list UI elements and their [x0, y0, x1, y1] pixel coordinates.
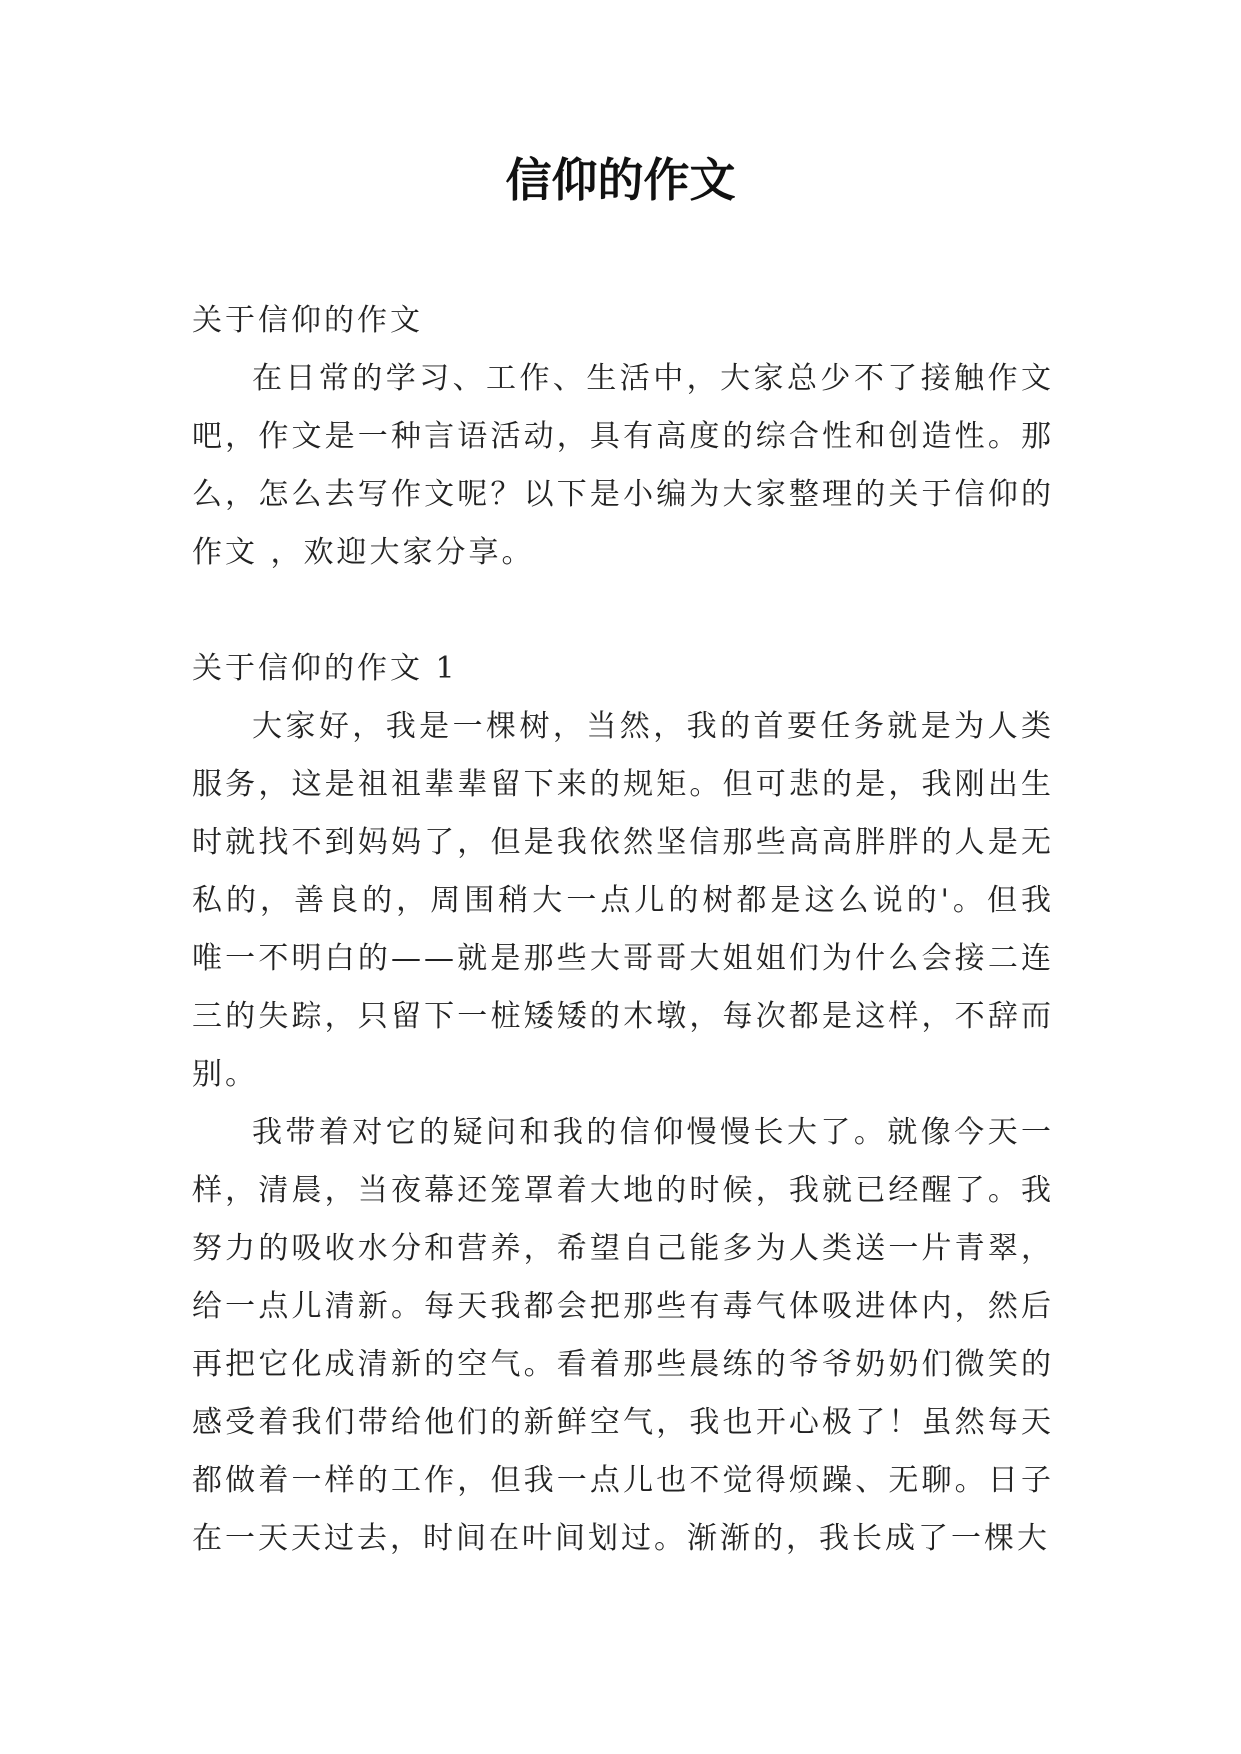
section-gap: [192, 582, 1054, 640]
document-title: 信仰的作文: [505, 153, 736, 207]
document-body: [192, 292, 1054, 1568]
intro-heading: 关于信仰的作文: [192, 303, 423, 338]
section1-paragraph-1: 大家好，我是一棵树，当然，我的首要任务就是为人类服务，这是祖祖辈辈留下来的规矩。但可悲的是，我刚出生时就找不到妈妈了，但是我依然坚信那些高高胖胖的人是无私的，善良的，周围稍大一点儿的树都是这么说的'。但我唯一不明白的——就是那些大哥哥大姐姐们为什么会接二连三的失踪，只留下一桩矮矮的木墩，每次都是这样，不辞而别。: [192, 709, 1054, 1092]
section1-heading: 关于信仰的作文 1: [192, 651, 458, 686]
section1-paragraph-2: 我带着对它的疑问和我的信仰慢慢长大了。就像今天一样，清晨，当夜幕还笼罩着大地的时候，我就已经醒了。我努力的吸收水分和营养，希望自己能多为人类送一片青翠，给一点儿清新。每天我都会把那些有毒气体吸进体内，然后再把它化成清新的空气。看着那些晨练的爷爷奶奶们微笑的感受着我们带给他们的新鲜空气，我也开心极了！虽然每天都做着一样的工作，但我一点儿也不觉得烦躁、无聊。日子在一天天过去，时间在叶间划过。渐渐的，我长成了一棵大: [192, 1115, 1054, 1556]
intro-paragraph: 在日常的学习、工作、生活中，大家总少不了接触作文吧，作文是一种言语活动，具有高度的综合性和创造性。那么，怎么去写作文呢？以下是小编为大家整理的关于信仰的作文 ，欢迎大家分享。: [192, 361, 1054, 570]
